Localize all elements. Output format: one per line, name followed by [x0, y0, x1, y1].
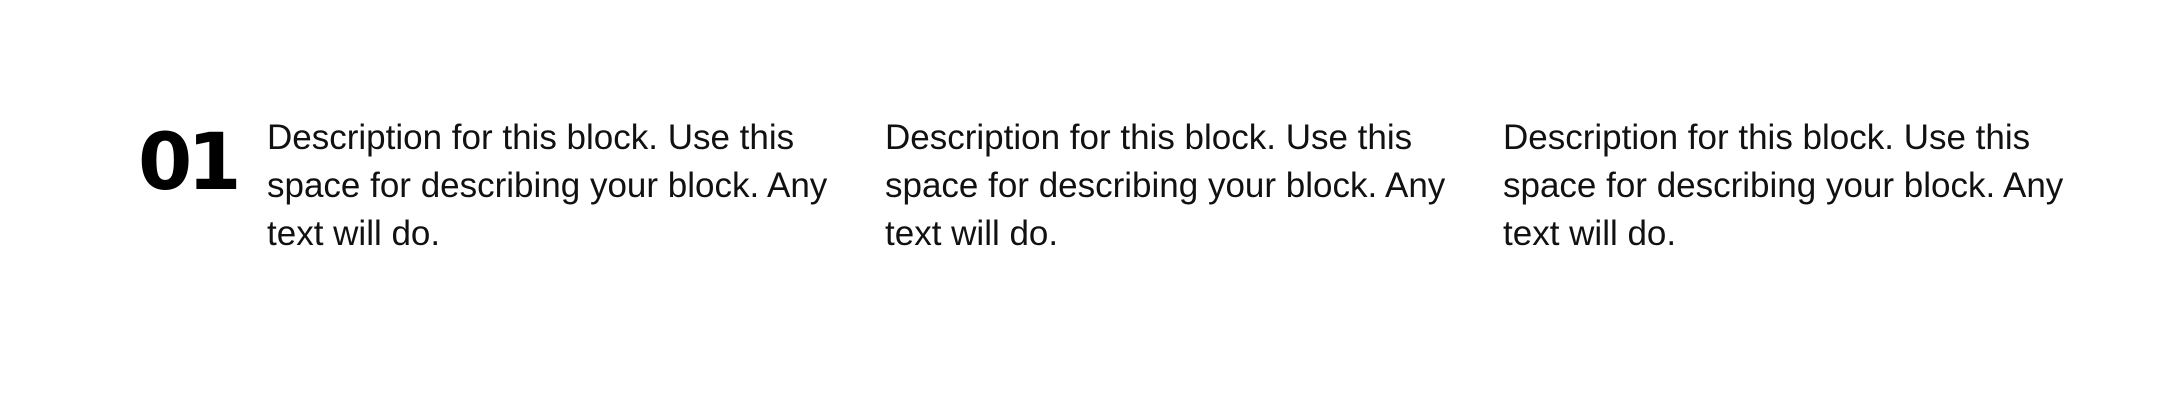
- block-number: 01: [138, 118, 237, 208]
- block-description-2: Description for this block. Use this space for describing your block. Any text will do.: [885, 118, 1446, 253]
- block-description-3: Description for this block. Use this space for describing your block. Any text will do.: [1503, 118, 2064, 253]
- block-description-1: Description for this block. Use this space for describing your block. Any text will do.: [267, 118, 828, 253]
